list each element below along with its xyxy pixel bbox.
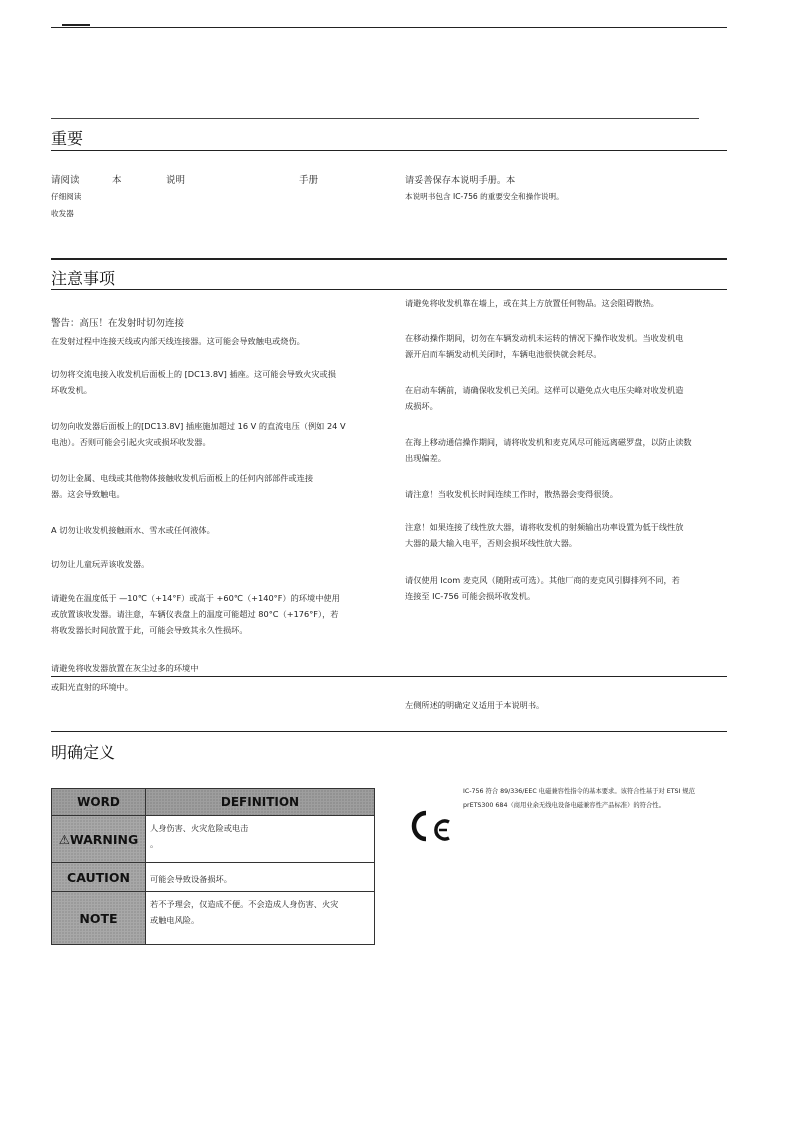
important-left-word-1: 请阅读 — [51, 175, 80, 186]
header-word: WORD — [52, 789, 146, 816]
important-left-line2: 仔细阅读 — [51, 192, 82, 201]
precaution-left-5: 切勿让儿童玩弄该收发器。 — [51, 559, 150, 569]
precaution-right-7 — [405, 572, 727, 604]
precaution-left-7-line2: 或阳光直射的环境中。 — [51, 682, 133, 692]
section-title-important: 重要 — [51, 129, 84, 148]
precaution-left-6 — [51, 590, 381, 638]
word-note: NOTE — [52, 892, 146, 945]
precaution-right-7-line2: 连接至 IC-756 可能会损坏收发机。 — [405, 591, 536, 601]
precaution-right-6-line2: 大器的最大输入电平，否则会损坏线性放大器。 — [405, 538, 577, 548]
precaution-left-2-line2: 电池）。否则可能会引起火灾或损坏收发器。 — [51, 437, 211, 447]
warning-title: 警告：高压！在发射时切勿连接 — [51, 318, 185, 329]
precaution-left-3-line2: 器。这会导致触电。 — [51, 489, 125, 499]
section-title-precautions: 注意事项 — [51, 269, 116, 288]
warning-body: 在发射过程中连接天线或内部天线连接器。这可能会导致触电或烧伤。 — [51, 336, 305, 346]
header-definition: DEFINITION — [146, 789, 375, 816]
important-right-line2: 本说明书包含 IC-756 的重要安全和操作说明。 — [405, 192, 564, 201]
important-left-line3: 收发器 — [51, 209, 74, 218]
section-rule-important — [51, 150, 727, 151]
definition-warning-line1: 人身伤害、火灾危险或电击 — [150, 823, 249, 833]
precaution-left-1 — [51, 366, 381, 398]
definition-note — [146, 892, 375, 945]
top-tab-mark — [62, 24, 90, 26]
definitions-table — [51, 788, 375, 945]
important-right — [405, 172, 727, 204]
ce-compliance-line2: prETS300 684（商用业余无线电设备电磁兼容性产品标准）的符合性。 — [463, 802, 665, 809]
section-rule-precautions — [51, 289, 727, 290]
precaution-right-2 — [405, 330, 727, 362]
precaution-left-6-line2: 或放置该收发器。请注意，车辆仪表盘上的温度可能超过 80°C（+176°F），若 — [51, 609, 339, 619]
definition-warning-line2: 。 — [150, 839, 159, 849]
definition-caution-line1: 可能会导致设备损坏。 — [150, 874, 232, 884]
section-rule-important-top — [51, 118, 699, 119]
precaution-left-3-line1: 切勿让金属、电线或其他物体接触收发机后面板上的任何内部部件或连接 — [51, 473, 314, 483]
definitions-header-row — [52, 789, 375, 816]
precaution-left-6-line1: 请避免在温度低于 —10℃（+14°F）或高于 +60℃（+140°F）的环境中使用 — [51, 593, 340, 603]
important-right-line1: 请妥善保存本说明手册。本 — [405, 175, 516, 186]
precaution-left-7-line1: 请避免将收发器放置在灰尘过多的环境中 — [51, 663, 199, 673]
precaution-left-3 — [51, 470, 381, 502]
precaution-left-2 — [51, 418, 381, 450]
precaution-right-5: 请注意！当收发机长时间连续工作时，散热器会变得很烫。 — [405, 489, 618, 499]
ce-compliance-note — [463, 785, 727, 813]
section-rule-definitions-top — [51, 731, 727, 732]
precaution-right-4-line1: 在海上移动通信操作期间，请将收发机和麦克风尽可能远离磁罗盘，以防止读数 — [405, 437, 692, 447]
precaution-left-7 — [51, 660, 381, 695]
precaution-left-1-line2: 坏收发机。 — [51, 385, 92, 395]
definition-caution — [146, 863, 375, 892]
precaution-right-6-line1: 注意！如果连接了线性放大器，请将收发机的射频输出功率设置为低于线性放 — [405, 522, 684, 532]
important-left-word-2: 本 — [112, 175, 122, 186]
definitions-applies-note: 左侧所述的明确定义适用于本说明书。 — [405, 700, 545, 710]
word-caution: CAUTION — [52, 863, 146, 892]
important-left-word-3: 说明 — [166, 175, 186, 186]
precaution-left-1-line1: 切勿将交流电接入收发机后面板上的 [DC13.8V] 插座。这可能会导致火灾或损 — [51, 369, 336, 379]
precaution-right-7-line1: 请仅使用 Icom 麦克风（随附或可选）。其他厂商的麦克风引脚排列不同，若 — [405, 575, 680, 585]
precaution-right-3 — [405, 382, 727, 414]
definition-note-line2: 或触电风险。 — [150, 915, 200, 925]
table-row — [52, 892, 375, 945]
definition-warning — [146, 816, 375, 863]
precaution-right-6 — [405, 519, 727, 551]
word-warning: ⚠WARNING — [52, 816, 146, 863]
top-rule — [51, 27, 727, 28]
important-left-word-4: 手册 — [299, 175, 319, 186]
table-row — [52, 816, 375, 863]
precaution-right-2-line1: 在移动操作期间，切勿在车辆发动机未运转的情况下操作收发机。当收发机电 — [405, 333, 684, 343]
ce-compliance-line1: IC-756 符合 89/336/EEC 电磁兼容性指令的基本要求。该符合性基于对 ETSI 规范 — [463, 788, 695, 795]
precaution-right-1: 请避免将收发机靠在墙上，或在其上方放置任何物品。这会阻碍散热。 — [405, 298, 659, 308]
precaution-right-3-line1: 在启动车辆前，请确保收发机已关闭。这样可以避免点火电压尖峰对收发机造 — [405, 385, 684, 395]
precaution-right-4 — [405, 434, 727, 466]
precaution-left-4: A 切勿让收发机接触雨水、雪水或任何液体。 — [51, 525, 215, 535]
precaution-right-4-line2: 出现偏差。 — [405, 453, 446, 463]
precaution-left-6-line3: 将收发器长时间放置于此，可能会导致其永久性损坏。 — [51, 625, 248, 635]
precautions-bottom-rule — [51, 676, 727, 677]
table-row — [52, 863, 375, 892]
ce-mark-icon — [409, 808, 457, 844]
precaution-right-2-line2: 源开启而车辆发动机关闭时，车辆电池很快就会耗尽。 — [405, 349, 602, 359]
precaution-right-3-line2: 成损坏。 — [405, 401, 438, 411]
section-title-definitions: 明确定义 — [51, 743, 116, 762]
section-rule-precautions-top — [51, 258, 727, 260]
definition-note-line1: 若不予理会，仅造成不便。不会造成人身伤害、火灾 — [150, 899, 339, 909]
precaution-left-2-line1: 切勿向收发器后面板上的[DC13.8V] 插座施加超过 16 V 的直流电压（例如 24 V — [51, 421, 346, 431]
